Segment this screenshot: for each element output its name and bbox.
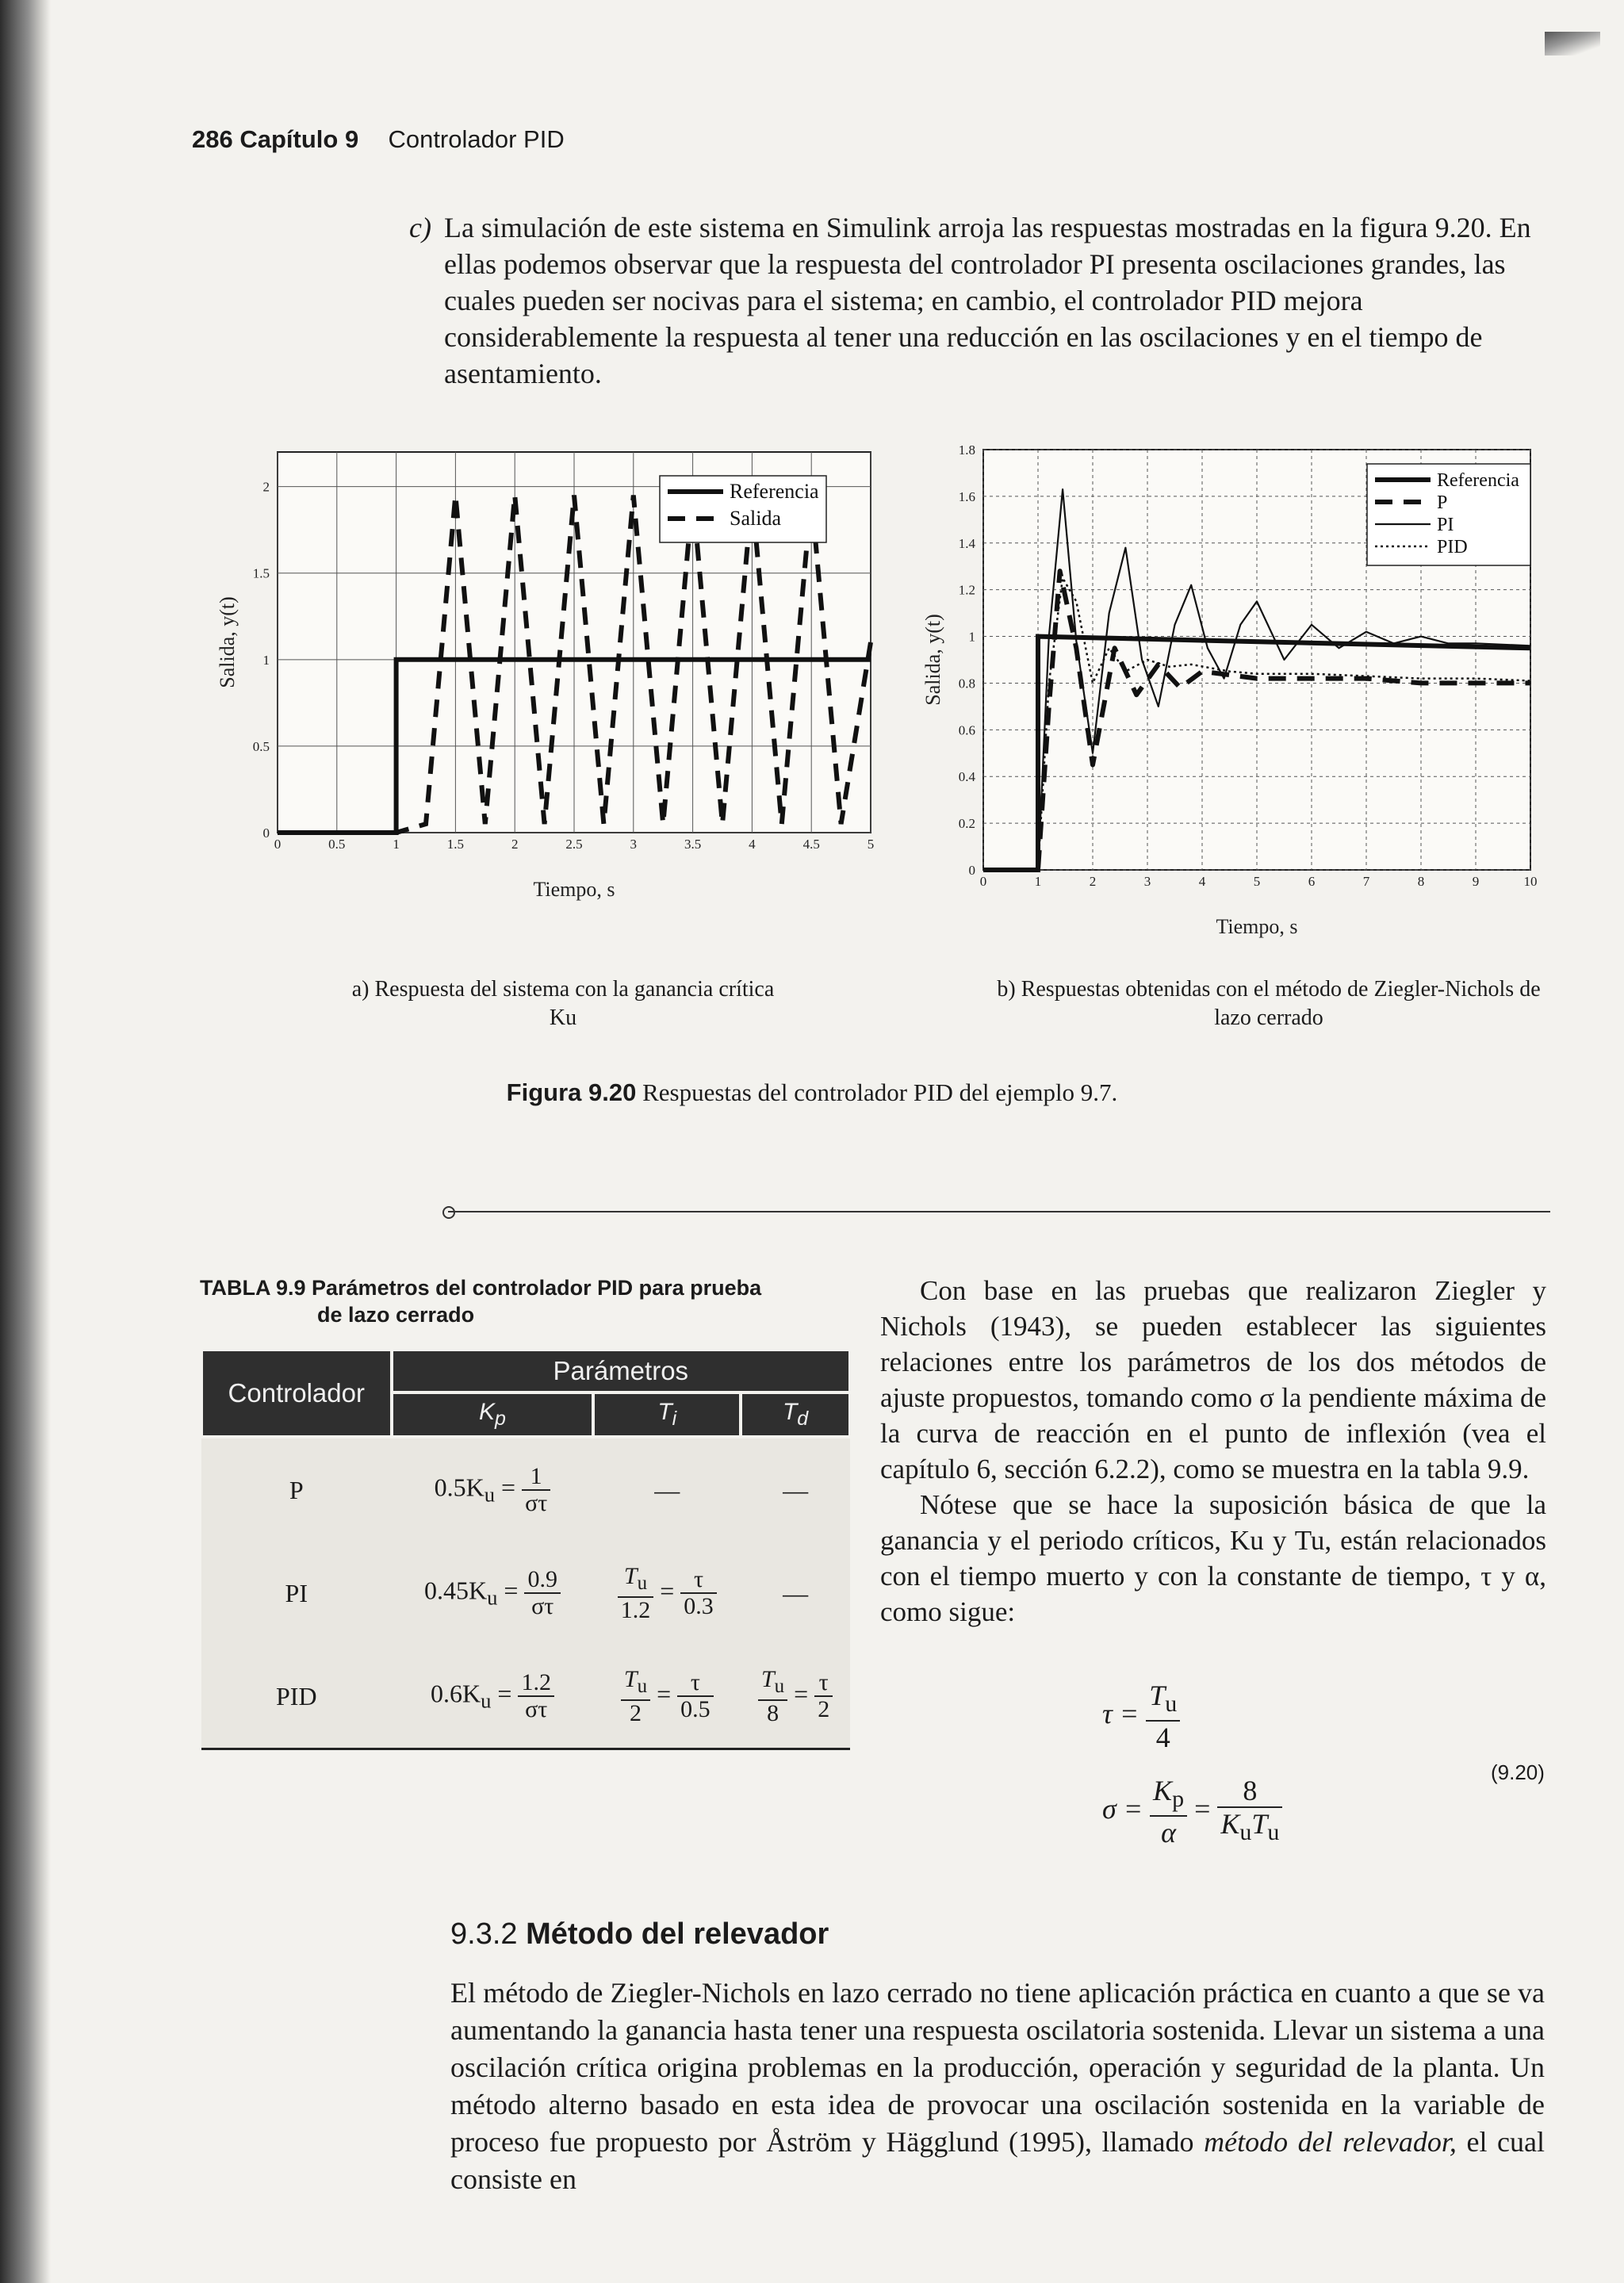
header-td: $T_d$ [741, 1392, 850, 1437]
td-cell: $\frac{T_u}{8}$ = $\frac{\tau}{2}$ [741, 1645, 850, 1749]
x-axis-label: Tiempo, s [1216, 915, 1298, 938]
body-text-right [880, 1273, 1546, 1630]
x-tick-label: 9 [1472, 874, 1480, 889]
x-tick-label: 2 [1089, 874, 1097, 889]
x-tick-label: 8 [1417, 874, 1425, 889]
rule-dot [442, 1206, 455, 1219]
y-tick-label: 1.5 [252, 565, 270, 581]
figure-caption-text: Respuestas del controlador PID del ejemplo 9.7. [642, 1078, 1118, 1106]
equation-sigma: σ = $\frac{K_p}{\alpha}$ = $\frac{8}{K_uT_u}$ [1102, 1775, 1282, 1848]
y-tick-label: 1.8 [958, 442, 975, 458]
italic-term: método del relevador, [1204, 2126, 1457, 2158]
x-tick-label: 7 [1362, 874, 1370, 889]
table-title [200, 1274, 826, 1328]
x-tick-label: 0.5 [328, 837, 346, 852]
book-spine-shadow [0, 0, 51, 2283]
x-axis-label: Tiempo, s [533, 878, 615, 901]
x-tick-label: 1 [393, 837, 400, 852]
y-tick-label: 1 [968, 629, 975, 645]
paragraph: Con base en las pruebas que realizaron Ziegler y Nichols (1943), se pueden establecer las siguientes relaciones entre los parámetros de los dos métodos de ajuste propuestos, tomando como σ la pendiente máxima de la curva de reacción en el punto de inflexión (vea el capítulo 6, sección 6.2.2), como se muestra en la tabla 9.9. [880, 1275, 1546, 1484]
legend-label: Referencia [1437, 470, 1519, 491]
page-number: 286 [192, 125, 233, 153]
y-tick-label: 1.6 [958, 488, 975, 504]
legend-label: PID [1437, 537, 1468, 557]
row-name: PID [201, 1645, 392, 1749]
scan-corner-mark [1545, 32, 1600, 56]
x-tick-label: 3.5 [684, 837, 702, 852]
td-cell: — [741, 1437, 850, 1542]
y-tick-label: 0.8 [958, 676, 975, 691]
section-body: El método de Ziegler-Nichols en lazo cerrado no tiene aplicación práctica en cuanto a que se va aumentando la ganancia hasta tener una respuesta oscilatoria sostenida. Llevar un sistema a una oscilación crítica origina problemas en la producción, operación y seguridad de la planta. Un método alterno basado en esta idea de provocar una oscilación sostenida en la variable de proceso fue propuesto por Åström y Hägglund (1995), llamado método del relevador, el cual consiste en [450, 1977, 1545, 2195]
table-title-line2: de lazo cerrado [317, 1303, 475, 1327]
x-tick-label: 1 [1034, 874, 1042, 889]
x-tick-label: 6 [1308, 874, 1316, 889]
x-tick-label: 10 [1523, 874, 1538, 889]
figure-caption [0, 1078, 1624, 1107]
x-tick-label: 5 [1253, 874, 1261, 889]
page-header [192, 125, 565, 154]
row-name: PI [201, 1542, 392, 1645]
table-row [201, 1542, 850, 1645]
paragraph: Nótese que se hace la suposición básica de que la ganancia y el periodo críticos, Ku y Tu, están relacionados con el tiempo muerto y con la constante de tiempo, τ y α, como sigue: [880, 1489, 1546, 1627]
subcaption-a: a) Respuesta del sistema con la ganancia crítica Ku [351, 977, 775, 1030]
table-row [201, 1645, 850, 1749]
td-cell: — [741, 1542, 850, 1645]
y-tick-label: 0.5 [252, 738, 270, 754]
subcaption-b: b) Respuestas obtenidas con el método de Ziegler-Nichols de lazo cerrado [997, 977, 1541, 1030]
y-tick-label: 1.2 [958, 582, 975, 598]
y-tick-label: 0.6 [958, 722, 975, 738]
y-tick-label: 0 [968, 863, 975, 878]
header-parameters: Parámetros [392, 1350, 850, 1392]
y-tick-label: 1.4 [958, 535, 975, 551]
equation-9-20 [1102, 1680, 1530, 1870]
paragraph-label: c) [409, 212, 431, 243]
header-controller: Controlador [201, 1350, 392, 1437]
x-tick-label: 4 [749, 837, 756, 852]
section-heading [450, 1917, 829, 1952]
table-title-line1: TABLA 9.9 Parámetros del controlador PID para prueba [200, 1276, 762, 1300]
chart-b [904, 440, 1562, 948]
ti-cell: — [593, 1437, 741, 1542]
section-title: Método del relevador [526, 1917, 829, 1951]
y-axis-label: Salida, y(t) [921, 614, 944, 706]
chart-a [198, 444, 888, 920]
kp-cell: $0.5K_u$ = $\frac{1}{\sigma\tau}$ [392, 1437, 594, 1542]
x-tick-label: 2.5 [565, 837, 583, 852]
row-name: P [201, 1437, 392, 1542]
section-number: 9.3.2 [450, 1917, 518, 1951]
legend-label: Referencia [730, 480, 819, 503]
x-tick-label: 0 [979, 874, 987, 889]
x-tick-label: 4 [1198, 874, 1206, 889]
legend-label: P [1437, 492, 1448, 513]
y-tick-label: 1 [262, 652, 270, 668]
y-tick-label: 0.2 [958, 816, 975, 832]
header-ti: $T_i$ [593, 1392, 741, 1437]
x-tick-label: 5 [867, 837, 875, 852]
section-rule [448, 1211, 1550, 1212]
equation-number: (9.20) [1491, 1760, 1545, 1784]
ti-cell: $\frac{T_u}{1.2}$ = $\frac{\tau}{0.3}$ [593, 1542, 741, 1645]
x-tick-label: 3 [630, 837, 638, 852]
header-kp: $K_p$ [392, 1392, 594, 1437]
equation-tau: τ = $\frac{T_u}{4}$ [1102, 1680, 1180, 1753]
figure-caption-label: Figura 9.20 [506, 1078, 637, 1106]
y-tick-label: 0.4 [958, 769, 975, 785]
y-tick-label: 2 [262, 479, 270, 495]
ti-cell: $\frac{T_u}{2}$ = $\frac{\tau}{0.5}$ [593, 1645, 741, 1749]
chapter-label: Capítulo 9 [239, 125, 359, 153]
kp-cell: $0.6K_u$ = $\frac{1.2}{\sigma\tau}$ [392, 1645, 594, 1749]
legend-label: Salida [730, 507, 781, 530]
x-tick-label: 4.5 [802, 837, 820, 852]
x-tick-label: 0 [274, 837, 282, 852]
x-tick-label: 1.5 [446, 837, 465, 852]
x-tick-label: 3 [1143, 874, 1151, 889]
legend-label: PI [1437, 515, 1454, 535]
paragraph-c [409, 209, 1554, 392]
y-axis-label: Salida, y(t) [216, 596, 239, 688]
table-row [201, 1437, 850, 1542]
y-tick-label: 0 [262, 825, 270, 841]
chapter-title: Controlador PID [388, 125, 565, 153]
kp-cell: $0.45K_u$ = $\frac{0.9}{\sigma\tau}$ [392, 1542, 594, 1645]
paragraph-text: La simulación de este sistema en Simulink arroja las respuestas mostradas en la figura 9.20. En ellas podemos observar que la respuesta del controlador PI presenta oscilaciones grandes, las cuales pueden ser nocivas para el sistema; en cambio, el controlador PID mejora considerablemente la respuesta al tener una reducción en las oscilaciones y en el tiempo de asentamiento. [444, 212, 1531, 389]
parameter-table [200, 1348, 852, 1750]
x-tick-label: 2 [511, 837, 519, 852]
